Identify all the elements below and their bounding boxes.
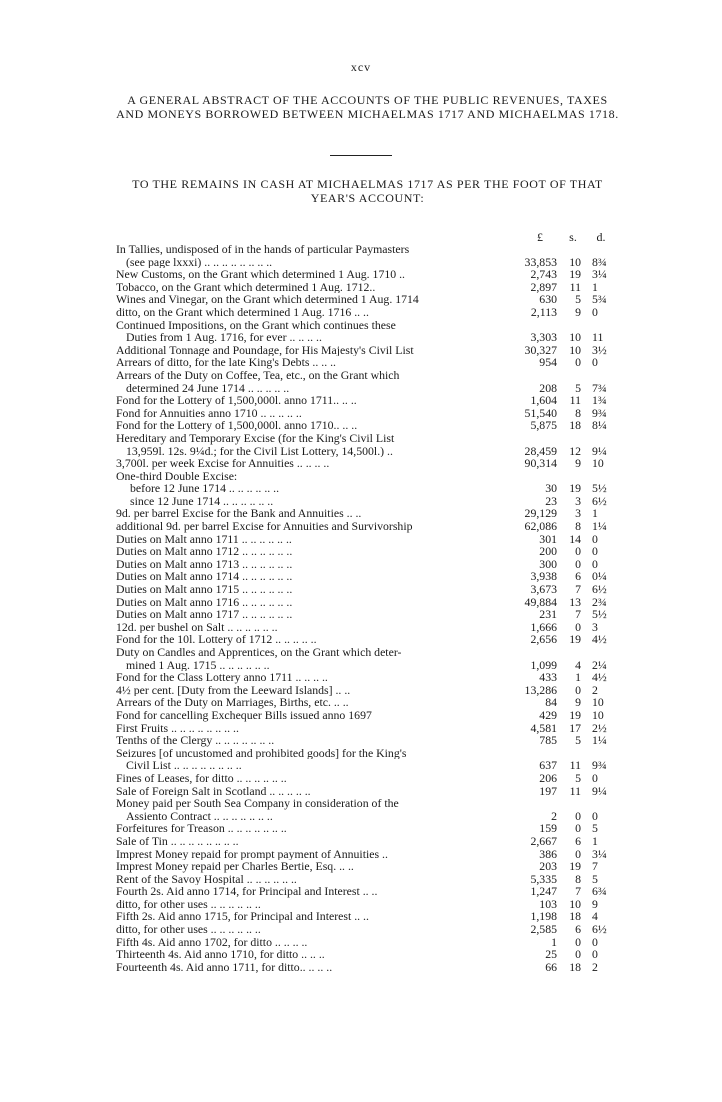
amount-shillings: 6 bbox=[575, 833, 581, 848]
row-label: Fond for cancelling Exchequer Bills issued anno 1697 bbox=[116, 708, 372, 722]
table-row bbox=[0, 848, 722, 861]
amount-shillings: 10 bbox=[569, 896, 581, 911]
row-label: Fourteenth 4s. Aid anno 1711, for ditto.. .. .. .. bbox=[116, 960, 333, 974]
row-label: since 12 June 1714 .. .. .. .. .. .. bbox=[130, 494, 274, 508]
row-label: Duties on Malt anno 1716 .. .. .. .. .. .. bbox=[116, 595, 293, 609]
amount-pence: 0 bbox=[592, 934, 598, 949]
amount-pounds: 25 bbox=[545, 947, 557, 962]
amount-pounds: 197 bbox=[539, 783, 557, 798]
table-row bbox=[0, 306, 722, 319]
amount-pence: 9¾ bbox=[592, 758, 607, 773]
row-label: Money paid per South Sea Company in consideration of the bbox=[116, 797, 399, 810]
table-row bbox=[0, 885, 722, 898]
amount-pence: 6½ bbox=[592, 493, 607, 508]
amount-shillings: 0 bbox=[575, 808, 581, 823]
table-row bbox=[0, 533, 722, 546]
amount-pounds: 2,667 bbox=[530, 833, 557, 848]
row-label: Forfeitures for Treason .. .. .. .. .. .. .. bbox=[116, 822, 287, 835]
row-label: Tenths of the Clergy .. .. .. .. .. .. .. bbox=[116, 734, 275, 747]
amount-shillings: 5 bbox=[575, 292, 581, 307]
amount-pounds: 30 bbox=[545, 481, 557, 496]
amount-pounds: 4,581 bbox=[530, 720, 557, 735]
table-row bbox=[0, 520, 722, 533]
amount-shillings: 19 bbox=[569, 267, 581, 282]
amount-shillings: 10 bbox=[569, 342, 581, 357]
row-label: Imprest Money repaid per Charles Bertie, Esq. .. .. bbox=[116, 860, 354, 873]
amount-shillings: 17 bbox=[569, 720, 581, 735]
table-row bbox=[0, 596, 722, 609]
row-label: additional 9d. per barrel Excise for Annuities and Survivorship bbox=[116, 520, 413, 533]
amount-pounds: 29,129 bbox=[524, 506, 557, 521]
row-label: Fond for Annuities anno 1710 .. .. .. .. .. bbox=[116, 406, 302, 420]
amount-shillings: 11 bbox=[569, 783, 581, 798]
amount-pence: 6½ bbox=[592, 922, 607, 937]
amount-pence: 10 bbox=[592, 456, 604, 471]
table-row bbox=[0, 507, 722, 520]
table-row bbox=[0, 621, 722, 634]
table-row bbox=[0, 659, 722, 672]
amount-shillings: 6 bbox=[575, 922, 581, 937]
amount-pence: 0 bbox=[592, 947, 598, 962]
amount-pence: 3¼ bbox=[592, 846, 607, 861]
amount-pounds: 49,884 bbox=[524, 594, 557, 609]
amount-shillings: 10 bbox=[569, 330, 581, 345]
amount-pence: 0 bbox=[592, 808, 598, 823]
amount-pence: 2½ bbox=[592, 720, 607, 735]
title-divider bbox=[330, 155, 392, 156]
amount-pounds: 159 bbox=[539, 821, 557, 836]
table-row bbox=[0, 910, 722, 923]
amount-pounds: 3,673 bbox=[530, 582, 557, 597]
amount-pence: 4½ bbox=[592, 632, 607, 647]
row-label: Rent of the Savoy Hospital .. .. .. .. .. .. bbox=[116, 872, 297, 886]
section-heading: TO THE REMAINS IN CASH AT MICHAELMAS 1717 AS PER THE FOOT OF THAT YEAR'S ACCOUNT: bbox=[132, 177, 603, 205]
amount-pence: 2 bbox=[592, 682, 598, 697]
amount-pounds: 3,938 bbox=[530, 569, 557, 584]
row-label: 4½ per cent. [Duty from the Leeward Islands] .. .. bbox=[116, 683, 351, 697]
table-row bbox=[0, 948, 722, 961]
row-label: before 12 June 1714 .. .. .. .. .. .. bbox=[130, 482, 280, 495]
amount-pounds: 66 bbox=[545, 959, 557, 974]
amount-pence: 0¼ bbox=[592, 569, 607, 584]
amount-shillings: 9 bbox=[575, 695, 581, 710]
amount-shillings: 4 bbox=[575, 657, 581, 672]
table-row bbox=[0, 759, 722, 772]
amount-shillings: 6 bbox=[575, 569, 581, 584]
table-row bbox=[0, 419, 722, 432]
table-row bbox=[0, 873, 722, 886]
table-row bbox=[0, 407, 722, 420]
row-label: Seizures [of uncustomed and prohibited goods] for the King's bbox=[116, 746, 407, 760]
amount-pounds: 2 bbox=[551, 808, 557, 823]
row-label: mined 1 Aug. 1715 .. .. .. .. .. .. bbox=[126, 658, 270, 672]
row-label: Arrears of the Duty on Marriages, Births, etc. .. .. bbox=[116, 696, 349, 709]
amount-shillings: 7 bbox=[575, 884, 581, 899]
page-number: xcv bbox=[350, 60, 372, 74]
amount-pence: 7 bbox=[592, 859, 598, 874]
amount-shillings: 0 bbox=[575, 947, 581, 962]
amount-shillings: 9 bbox=[575, 304, 581, 319]
amount-pounds: 429 bbox=[539, 707, 557, 722]
amount-pounds: 90,314 bbox=[524, 456, 557, 471]
table-row bbox=[0, 709, 722, 722]
amount-pounds: 785 bbox=[539, 733, 557, 748]
amount-pounds: 30,327 bbox=[524, 342, 557, 357]
table-row bbox=[0, 495, 722, 508]
amount-pounds: 13,286 bbox=[524, 682, 557, 697]
row-label: Sale of Foreign Salt in Scotland .. .. .. .. .. bbox=[116, 784, 311, 798]
table-row bbox=[0, 822, 722, 835]
row-label: Fifth 4s. Aid anno 1702, for ditto .. .. .. .. bbox=[116, 935, 308, 949]
row-label: New Customs, on the Grant which determined 1 Aug. 1710 .. bbox=[116, 268, 405, 281]
amount-pence: 7¾ bbox=[592, 380, 607, 395]
amount-pence: 5 bbox=[592, 871, 598, 886]
amount-shillings: 0 bbox=[575, 682, 581, 697]
amount-shillings: 10 bbox=[569, 254, 581, 269]
amount-shillings: 11 bbox=[569, 279, 581, 294]
amount-pence: 9¼ bbox=[592, 783, 607, 798]
amount-pence: 1¼ bbox=[592, 519, 607, 534]
column-header-pounds: £ bbox=[537, 230, 543, 244]
amount-pounds: 206 bbox=[539, 770, 557, 785]
table-row bbox=[0, 684, 722, 697]
row-label: Fourth 2s. Aid anno 1714, for Principal and Interest .. .. bbox=[116, 885, 378, 898]
table-row bbox=[0, 293, 722, 306]
amount-pounds: 231 bbox=[539, 607, 557, 622]
table-row bbox=[0, 696, 722, 709]
amount-pounds: 33,853 bbox=[524, 254, 557, 269]
amount-shillings: 0 bbox=[575, 544, 581, 559]
amount-pounds: 1,247 bbox=[530, 884, 557, 899]
amount-pounds: 103 bbox=[539, 896, 557, 911]
table-row bbox=[0, 722, 722, 735]
table-row bbox=[0, 344, 722, 357]
row-label: First Fruits .. .. .. .. .. .. .. .. bbox=[116, 721, 239, 735]
row-label: Fond for the 10l. Lottery of 1712 .. .. .. .. .. bbox=[116, 633, 317, 646]
table-row bbox=[0, 898, 722, 911]
table-row bbox=[0, 961, 722, 974]
amount-pence: 1¼ bbox=[592, 733, 607, 748]
amount-pounds: 62,086 bbox=[524, 519, 557, 534]
amount-shillings: 12 bbox=[569, 443, 581, 458]
amount-pence: 2¼ bbox=[592, 657, 607, 672]
table-row bbox=[0, 482, 722, 495]
amount-pence: 2 bbox=[592, 959, 598, 974]
amount-pence: 6½ bbox=[592, 582, 607, 597]
amount-pounds: 3,303 bbox=[530, 330, 557, 345]
row-label: In Tallies, undisposed of in the hands of particular Paymasters bbox=[116, 243, 410, 256]
table-row bbox=[0, 646, 722, 659]
amount-pence: 6¾ bbox=[592, 884, 607, 899]
amount-pounds: 1,099 bbox=[530, 657, 557, 672]
table-row bbox=[0, 747, 722, 760]
amount-shillings: 11 bbox=[569, 758, 581, 773]
table-row bbox=[0, 356, 722, 369]
table-row bbox=[0, 671, 722, 684]
amount-shillings: 7 bbox=[575, 607, 581, 622]
table-row bbox=[0, 445, 722, 458]
table-row bbox=[0, 785, 722, 798]
row-label: Duties on Malt anno 1713 .. .. .. .. .. .. bbox=[116, 557, 293, 571]
amount-shillings: 5 bbox=[575, 770, 581, 785]
amount-pence: 10 bbox=[592, 695, 604, 710]
amount-shillings: 0 bbox=[575, 556, 581, 571]
amount-shillings: 13 bbox=[569, 594, 581, 609]
amount-shillings: 5 bbox=[575, 380, 581, 395]
table-row bbox=[0, 432, 722, 445]
amount-pounds: 203 bbox=[539, 859, 557, 874]
table-row bbox=[0, 394, 722, 407]
column-header-shillings: s. bbox=[569, 230, 577, 244]
row-label: Imprest Money repaid for prompt payment of Annuities .. bbox=[116, 847, 388, 861]
amount-pence: 5¾ bbox=[592, 292, 607, 307]
amount-pence: 0 bbox=[592, 304, 598, 319]
amount-pence: 9¾ bbox=[592, 405, 607, 420]
row-label: ditto, for other uses .. .. .. .. .. .. bbox=[116, 923, 261, 936]
amount-shillings: 1 bbox=[575, 670, 581, 685]
amount-pence: 2¾ bbox=[592, 594, 607, 609]
amount-pence: 3¼ bbox=[592, 267, 607, 282]
table-row bbox=[0, 810, 722, 823]
amount-pence: 1 bbox=[592, 279, 598, 294]
row-label: Fond for the Lottery of 1,500,000l. anno 1711.. .. .. bbox=[116, 394, 357, 407]
row-label: 3,700l. per week Excise for Annuities .. .. .. .. bbox=[116, 457, 330, 470]
amount-pounds: 2,743 bbox=[530, 267, 557, 282]
row-label: determined 24 June 1714 .. .. .. .. .. bbox=[126, 381, 290, 395]
amount-pounds: 954 bbox=[539, 355, 557, 370]
table-row bbox=[0, 923, 722, 936]
row-label: Fond for the Lottery of 1,500,000l. anno 1710.. .. .. bbox=[116, 419, 358, 432]
amount-pounds: 2,585 bbox=[530, 922, 557, 937]
table-row bbox=[0, 772, 722, 785]
amount-shillings: 0 bbox=[575, 619, 581, 634]
row-label: Continued Impositions, on the Grant which continues these bbox=[116, 318, 396, 332]
amount-shillings: 0 bbox=[575, 846, 581, 861]
row-label: Duties on Malt anno 1711 .. .. .. .. .. .. bbox=[116, 532, 292, 546]
table-row bbox=[0, 545, 722, 558]
row-label: Arrears of the Duty on Coffee, Tea, etc., on the Grant which bbox=[116, 368, 400, 382]
amount-shillings: 8 bbox=[575, 405, 581, 420]
row-label: Arrears of ditto, for the late King's Debts .. .. .. bbox=[116, 356, 336, 369]
row-label: Duties on Malt anno 1717 .. .. .. .. .. .. bbox=[116, 608, 293, 621]
amount-shillings: 5 bbox=[575, 733, 581, 748]
row-label: ditto, on the Grant which determined 1 Aug. 1716 .. .. bbox=[116, 305, 369, 319]
table-row bbox=[0, 608, 722, 621]
row-label: Civil List .. .. .. .. .. .. .. .. bbox=[126, 759, 242, 772]
table-row bbox=[0, 583, 722, 596]
row-label: Thirteenth 4s. Aid anno 1710, for ditto .. .. .. bbox=[116, 948, 325, 961]
table-row bbox=[0, 243, 722, 256]
amount-pounds: 84 bbox=[545, 695, 557, 710]
amount-shillings: 3 bbox=[575, 506, 581, 521]
amount-pounds: 28,459 bbox=[524, 443, 557, 458]
amount-pence: 0 bbox=[592, 531, 598, 546]
table-row bbox=[0, 331, 722, 344]
table-row bbox=[0, 936, 722, 949]
amount-pounds: 2,897 bbox=[530, 279, 557, 294]
amount-shillings: 19 bbox=[569, 481, 581, 496]
row-label: 12d. per bushel on Salt .. .. .. .. .. .. bbox=[116, 620, 278, 634]
amount-pence: 1¾ bbox=[592, 393, 607, 408]
amount-shillings: 0 bbox=[575, 355, 581, 370]
amount-pounds: 386 bbox=[539, 846, 557, 861]
amount-pence: 5 bbox=[592, 821, 598, 836]
table-row bbox=[0, 382, 722, 395]
amount-pence: 4½ bbox=[592, 670, 607, 685]
amount-pounds: 301 bbox=[539, 531, 557, 546]
amount-pounds: 2,656 bbox=[530, 632, 557, 647]
amount-pence: 3 bbox=[592, 619, 598, 634]
amount-pence: 5½ bbox=[592, 607, 607, 622]
amount-pounds: 1,604 bbox=[530, 393, 557, 408]
table-row bbox=[0, 860, 722, 873]
row-label: Assiento Contract .. .. .. .. .. .. .. bbox=[126, 809, 273, 823]
amount-pence: 0 bbox=[592, 355, 598, 370]
amount-shillings: 18 bbox=[569, 909, 581, 924]
row-label: Sale of Tin .. .. .. .. .. .. .. .. bbox=[116, 834, 239, 848]
row-label: Tobacco, on the Grant which determined 1 Aug. 1712.. bbox=[116, 280, 376, 294]
amount-pounds: 5,875 bbox=[530, 418, 557, 433]
amount-pence: 0 bbox=[592, 544, 598, 559]
amount-shillings: 11 bbox=[569, 393, 581, 408]
amount-pounds: 200 bbox=[539, 544, 557, 559]
amount-pence: 1 bbox=[592, 506, 598, 521]
column-header-pence: d. bbox=[596, 230, 606, 244]
amount-pence: 5½ bbox=[592, 481, 607, 496]
table-row bbox=[0, 369, 722, 382]
amount-pounds: 1 bbox=[551, 934, 557, 949]
row-label: Fifth 2s. Aid anno 1715, for Principal and Interest .. .. bbox=[116, 910, 369, 924]
row-label: (see page lxxxi) .. .. .. .. .. .. .. .. bbox=[126, 255, 273, 269]
row-label: 9d. per barrel Excise for the Bank and Annuities .. .. bbox=[116, 507, 362, 521]
row-label: Fond for the Class Lottery anno 1711 .. .. .. .. bbox=[116, 671, 328, 684]
amount-pence: 3½ bbox=[592, 342, 607, 357]
row-label: 13,959l. 12s. 9¼d.; for the Civil List Lottery, 14,500l.) .. bbox=[126, 444, 393, 458]
amount-pounds: 23 bbox=[545, 493, 557, 508]
amount-shillings: 14 bbox=[569, 531, 581, 546]
amount-pounds: 300 bbox=[539, 556, 557, 571]
table-row bbox=[0, 319, 722, 332]
table-row bbox=[0, 570, 722, 583]
amount-shillings: 8 bbox=[575, 871, 581, 886]
row-label: Hereditary and Temporary Excise (for the King's Civil List bbox=[116, 431, 395, 445]
amount-pounds: 630 bbox=[539, 292, 557, 307]
amount-pence: 8¾ bbox=[592, 254, 607, 269]
amount-shillings: 7 bbox=[575, 582, 581, 597]
table-row bbox=[0, 558, 722, 571]
table-row bbox=[0, 633, 722, 646]
amount-pounds: 637 bbox=[539, 758, 557, 773]
amount-pence: 9¼ bbox=[592, 443, 607, 458]
amount-shillings: 19 bbox=[569, 632, 581, 647]
table-row bbox=[0, 256, 722, 269]
row-label: Duties on Malt anno 1714 .. .. .. .. .. .. bbox=[116, 570, 293, 584]
amount-pence: 8¼ bbox=[592, 418, 607, 433]
amount-shillings: 0 bbox=[575, 821, 581, 836]
amount-shillings: 8 bbox=[575, 519, 581, 534]
table-row bbox=[0, 835, 722, 848]
table-row bbox=[0, 457, 722, 470]
table-row bbox=[0, 797, 722, 810]
accounts-table bbox=[0, 243, 722, 973]
amount-shillings: 19 bbox=[569, 707, 581, 722]
table-row bbox=[0, 734, 722, 747]
row-label: Additional Tonnage and Poundage, for His Majesty's Civil List bbox=[116, 343, 414, 357]
row-label: Duties on Malt anno 1712 .. .. .. .. .. .. bbox=[116, 545, 293, 558]
amount-shillings: 9 bbox=[575, 456, 581, 471]
amount-pence: 1 bbox=[592, 833, 598, 848]
amount-shillings: 19 bbox=[569, 859, 581, 874]
amount-shillings: 18 bbox=[569, 418, 581, 433]
amount-shillings: 18 bbox=[569, 959, 581, 974]
amount-pence: 11 bbox=[592, 330, 604, 345]
table-row bbox=[0, 470, 722, 483]
row-label: Duty on Candles and Apprentices, on the Grant which deter- bbox=[116, 646, 402, 659]
amount-pence: 0 bbox=[592, 770, 598, 785]
row-label: One-third Double Excise: bbox=[116, 469, 238, 483]
amount-pounds: 208 bbox=[539, 380, 557, 395]
amount-shillings: 0 bbox=[575, 934, 581, 949]
amount-pence: 0 bbox=[592, 556, 598, 571]
amount-pence: 4 bbox=[592, 909, 598, 924]
row-label: Fines of Leases, for ditto .. .. .. .. .. .. bbox=[116, 771, 287, 785]
amount-pounds: 51,540 bbox=[524, 405, 557, 420]
amount-pounds: 1,198 bbox=[530, 909, 557, 924]
amount-pence: 10 bbox=[592, 707, 604, 722]
amount-pounds: 5,335 bbox=[530, 871, 557, 886]
amount-pence: 9 bbox=[592, 896, 598, 911]
table-row bbox=[0, 281, 722, 294]
row-label: ditto, for other uses .. .. .. .. .. .. bbox=[116, 897, 261, 911]
row-label: Wines and Vinegar, on the Grant which determined 1 Aug. 1714 bbox=[116, 293, 419, 306]
amount-shillings: 3 bbox=[575, 493, 581, 508]
amount-pounds: 2,113 bbox=[530, 304, 557, 319]
document-title: A GENERAL ABSTRACT OF THE ACCOUNTS OF THE PUBLIC REVENUES, TAXES AND MONEYS BORROWED BETWEEN MICHAELMAS 1717 AND MICHAELMAS 1718. bbox=[116, 93, 619, 121]
amount-pounds: 1,666 bbox=[530, 619, 557, 634]
table-row bbox=[0, 268, 722, 281]
amount-pounds: 433 bbox=[539, 670, 557, 685]
row-label: Duties on Malt anno 1715 .. .. .. .. .. .. bbox=[116, 583, 293, 596]
row-label: Duties from 1 Aug. 1716, for ever .. .. .. .. bbox=[126, 331, 322, 344]
